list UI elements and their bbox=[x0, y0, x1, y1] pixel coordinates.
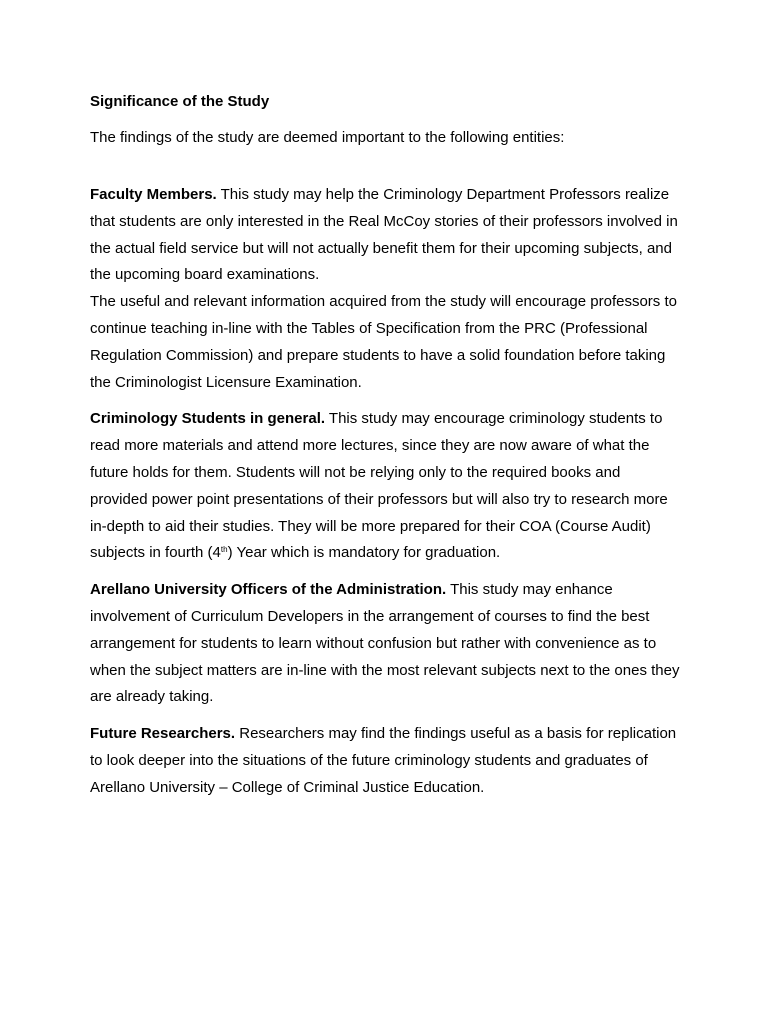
researchers-lead: Future Researchers. bbox=[90, 725, 236, 743]
researchers-paragraph bbox=[90, 721, 680, 801]
students-lead: Criminology Students in general. bbox=[90, 410, 326, 428]
ordinal-superscript: th bbox=[220, 545, 228, 555]
faculty-text: This study may help the Criminology Department Professors realize that students are only interested in the Real McCoy stories of their professors involved in the actual field service but will not actually benefit them for their upcoming subjects, and the upcoming board examinations. bbox=[90, 186, 678, 284]
researchers-text: Researchers may find the findings useful as a basis for replication to look deeper into the situations of the future criminology students and graduates of Arellano University – College of Criminal Justice Education. bbox=[90, 725, 677, 796]
faculty-paragraph-continued: The useful and relevant information acquired from the study will encourage professors to continue teaching in-line with the Tables of Specification from the PRC (Professional Regulation Commission) and prepare students to have a solid foundation before taking the Criminologist Licensure Examination. bbox=[90, 293, 677, 391]
students-paragraph bbox=[90, 406, 680, 567]
intro-paragraph: The findings of the study are deemed important to the following entities: bbox=[90, 129, 565, 146]
section-heading: Significance of the Study bbox=[90, 93, 270, 110]
faculty-paragraph bbox=[90, 182, 680, 289]
faculty-lead: Faculty Members. bbox=[90, 186, 217, 203]
students-text-end: ) Year which is mandatory for graduation. bbox=[227, 544, 501, 562]
document-page bbox=[90, 92, 680, 802]
officers-text: This study may enhance involvement of Curriculum Developers in the arrangement of courses to find the best arrangement for students to learn without confusion but rather with convenience as to when the subject matters are in-line with the most relevant subjects next to the ones they are already taking. bbox=[90, 581, 680, 706]
officers-lead: Arellano University Officers of the Administration. bbox=[90, 581, 447, 599]
students-text: This study may encourage criminology students to read more materials and attend more lectures, since they are now aware of what the future holds for them. Students will not be relying only to the required books and provided power point presentations of their professors but will also try to research more in-depth to aid their studies. They will be more prepared for their COA (Course Audit) subjects in fourth (4 bbox=[90, 410, 668, 562]
officers-paragraph bbox=[90, 577, 680, 711]
